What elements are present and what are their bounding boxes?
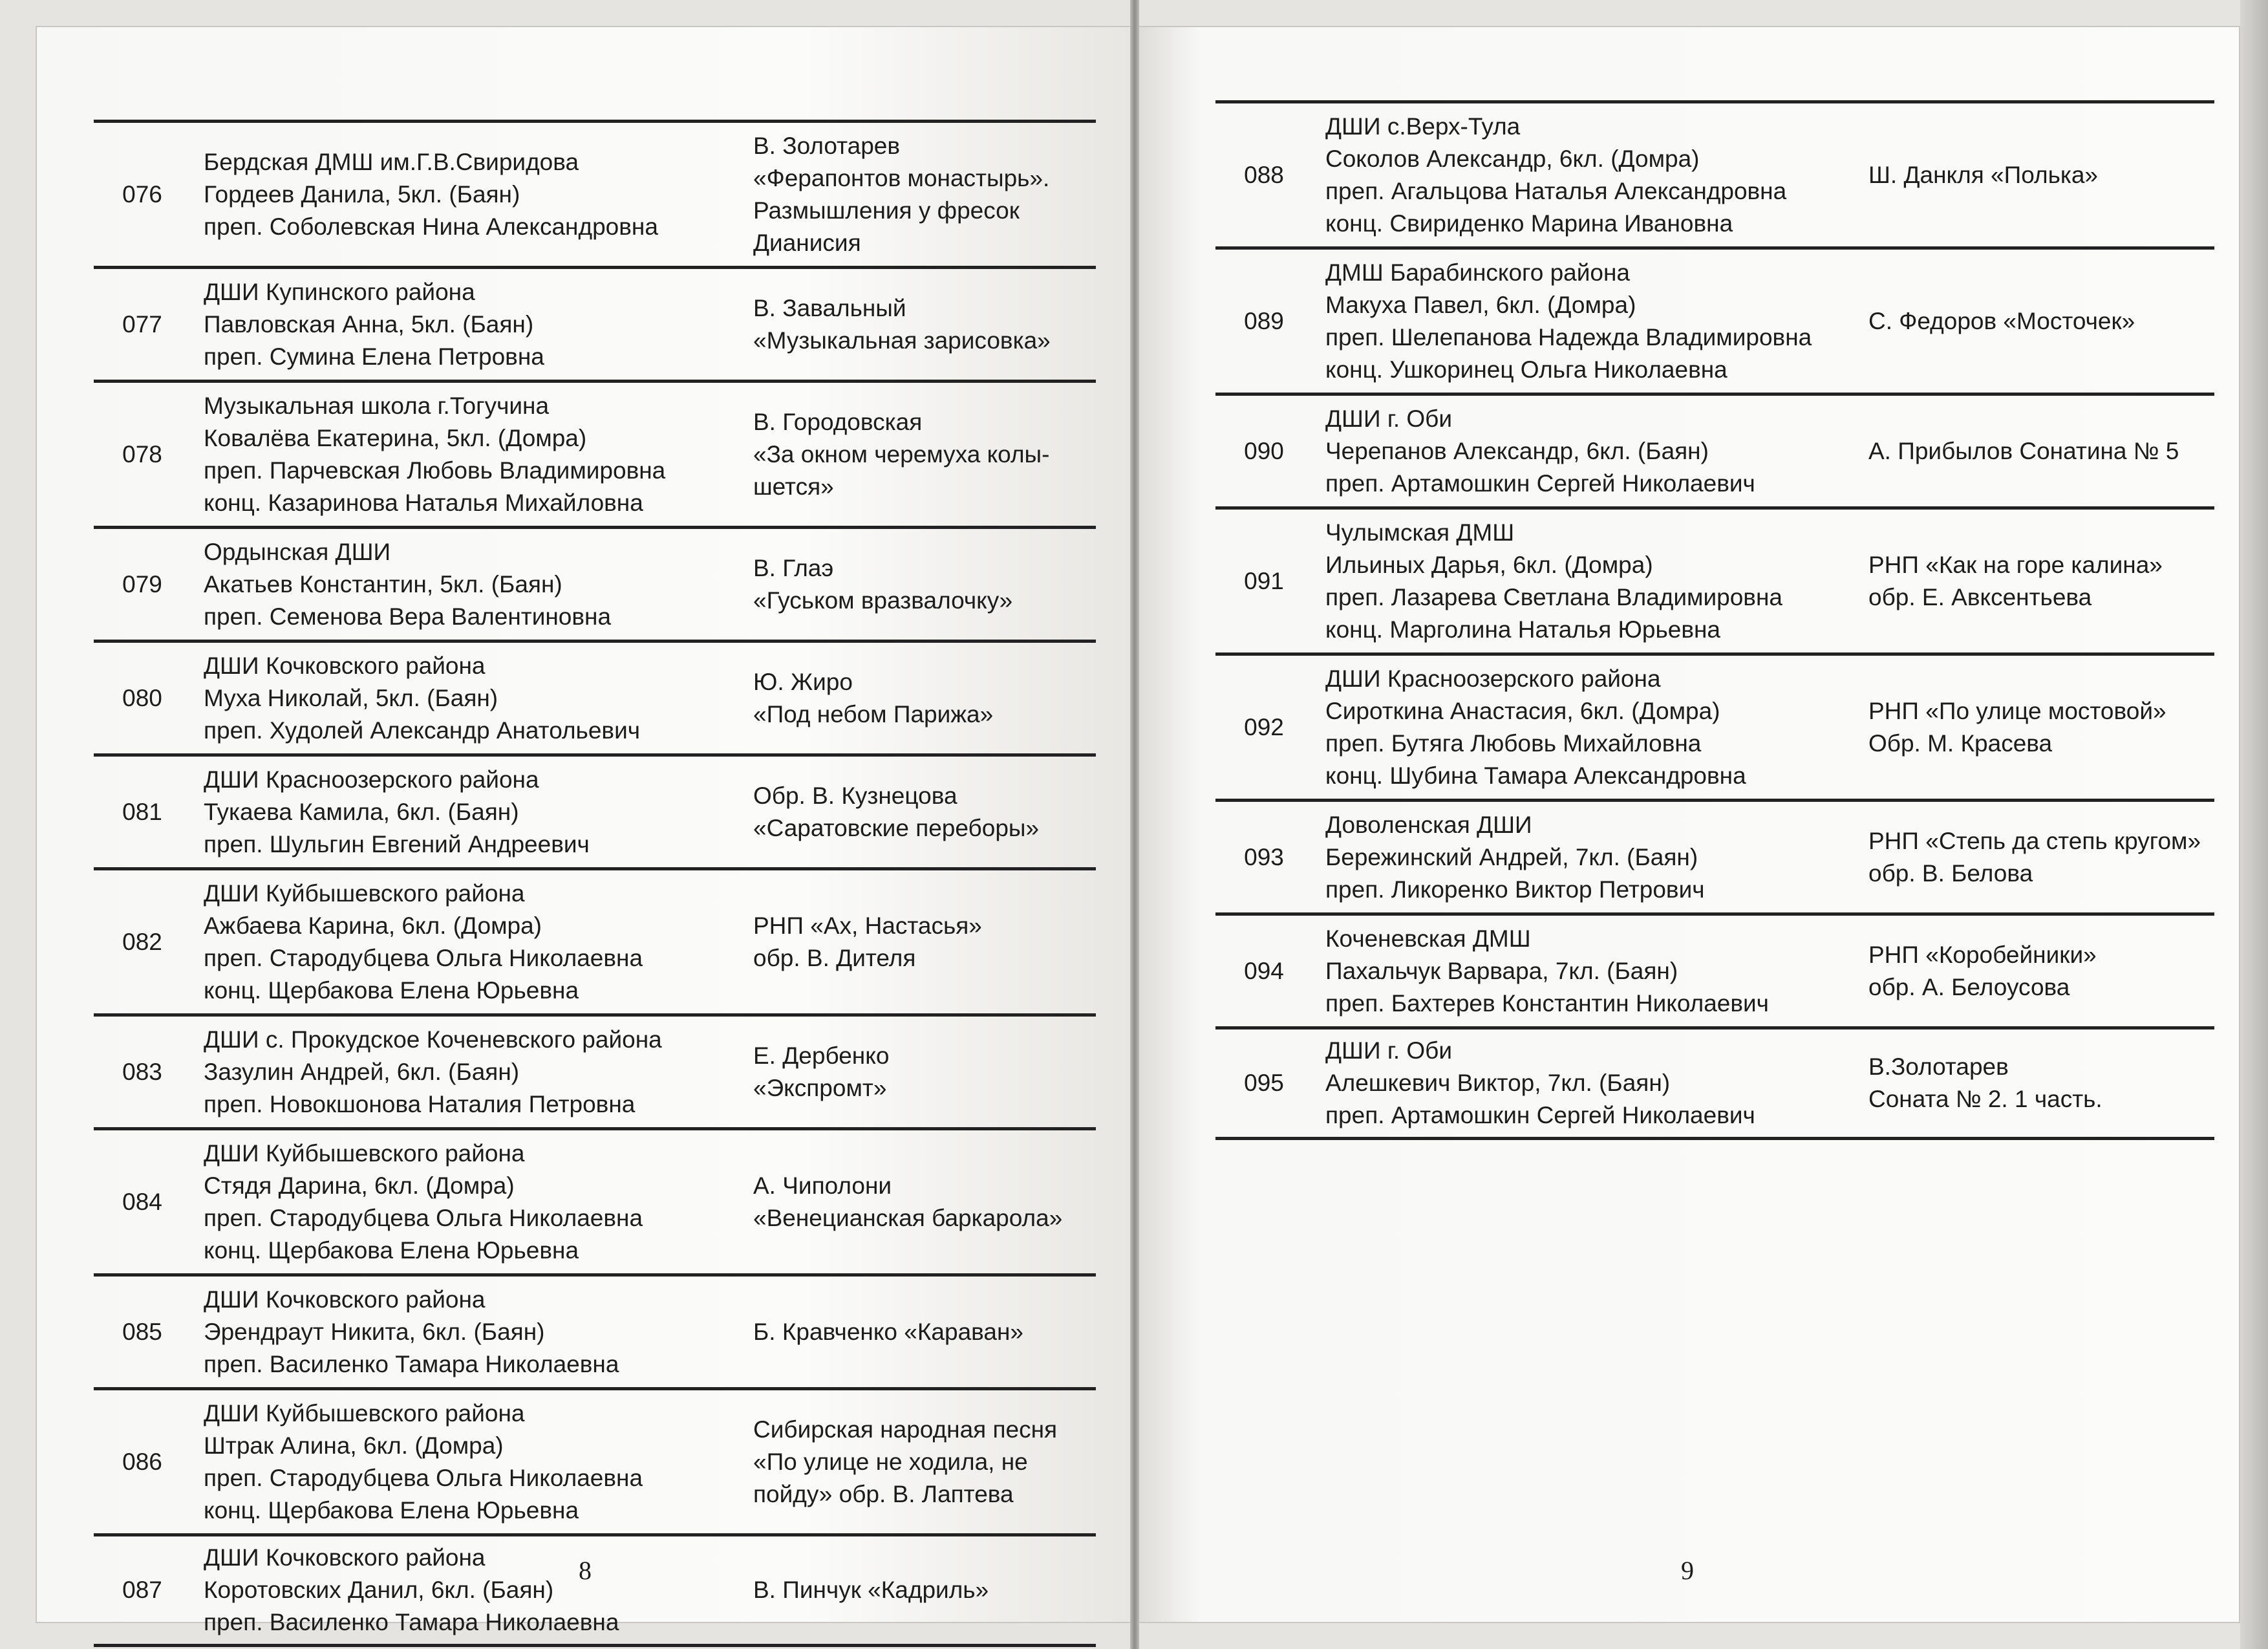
entry-number: 093 xyxy=(1244,843,1284,870)
piece-info xyxy=(727,292,1096,357)
table-row xyxy=(1215,912,2214,1026)
left-page xyxy=(36,26,1135,1635)
performer-line: преп. Худолей Александр Анатольевич xyxy=(204,717,641,744)
performer-line: Акатьев Константин, 5кл. (Баян) xyxy=(204,570,562,598)
entry-number: 083 xyxy=(122,1058,162,1085)
piece-line: Ю. Жиро xyxy=(753,668,853,695)
table-row xyxy=(1215,393,2214,506)
performer-line: конц. Щербакова Елена Юрьевна xyxy=(204,1496,579,1524)
performer-info xyxy=(1312,923,1843,1020)
book-gutter xyxy=(1130,0,1139,1649)
piece-line: Размышления у фресок xyxy=(753,197,1020,224)
entry-number: 079 xyxy=(122,570,162,598)
piece-line: Дианисия xyxy=(753,229,861,256)
piece-line: пойду» обр. В. Лаптева xyxy=(753,1480,1014,1507)
entry-number: 094 xyxy=(1244,957,1284,984)
performer-line: конц. Марголина Наталья Юрьевна xyxy=(1325,616,1721,643)
piece-line: обр. А. Белоусова xyxy=(1868,973,2070,1000)
entry-number: 086 xyxy=(122,1448,162,1475)
performer-info xyxy=(191,764,727,861)
performer-line: преп. Артамошкин Сергей Николаевич xyxy=(1325,1102,1755,1128)
performer-line: Тукаева Камила, 6кл. (Баян) xyxy=(204,798,519,825)
piece-line: Сибирская народная песня xyxy=(753,1416,1058,1443)
table-row xyxy=(94,1387,1096,1533)
performer-line: ДШИ с. Прокудское Коченевского района xyxy=(204,1026,662,1053)
entry-number: 078 xyxy=(122,440,162,468)
piece-line: «Саратовские переборы» xyxy=(753,814,1040,841)
piece-line: «Гуськом вразвалочку» xyxy=(753,587,1013,614)
table-row xyxy=(94,266,1096,380)
performer-line: преп. Сумина Елена Петровна xyxy=(204,343,544,370)
page-number: 8 xyxy=(579,1556,592,1585)
performer-line: преп. Соболевская Нина Александровна xyxy=(204,213,658,240)
table-row xyxy=(1215,100,2214,246)
piece-line: В. Золотарев xyxy=(753,132,901,159)
piece-line: Е. Дербенко xyxy=(753,1042,890,1069)
performer-info xyxy=(1312,1035,1843,1132)
piece-info xyxy=(727,1170,1096,1234)
program-table xyxy=(94,120,1096,1647)
piece-info xyxy=(727,910,1096,975)
performer-line: преп. Бахтерев Константин Николаевич xyxy=(1325,989,1769,1017)
piece-info xyxy=(1843,825,2214,890)
performer-info xyxy=(1312,809,1843,906)
piece-line: В. Завальный xyxy=(753,294,906,321)
table-row xyxy=(94,1127,1096,1273)
page-number: 9 xyxy=(1681,1556,1694,1585)
performer-line: Коротовских Данил, 6кл. (Баян) xyxy=(204,1577,554,1603)
entry-number: 080 xyxy=(122,684,162,711)
piece-line: РНП «По улице мостовой» xyxy=(1868,697,2166,724)
performer-info xyxy=(191,1137,727,1267)
performer-line: конц. Шубина Тамара Александровна xyxy=(1325,762,1746,789)
piece-info xyxy=(1843,695,2214,760)
performer-line: Зазулин Андрей, 6кл. (Баян) xyxy=(204,1058,520,1085)
performer-line: ДШИ г. Оби xyxy=(1325,1037,1453,1064)
piece-line: «По улице не ходила, не xyxy=(753,1448,1028,1475)
piece-line: Б. Кравченко «Караван» xyxy=(753,1318,1023,1345)
piece-line: В. Глаэ xyxy=(753,554,834,581)
performer-line: Коченевская ДМШ xyxy=(1325,925,1531,952)
performer-info xyxy=(191,1397,727,1527)
performer-line: Ковалёва Екатерина, 5кл. (Домра) xyxy=(204,424,587,451)
piece-info xyxy=(1843,549,2214,614)
piece-line: РНП «Как на горе калина» xyxy=(1868,551,2163,578)
entry-number: 090 xyxy=(1244,437,1284,464)
performer-info xyxy=(1312,403,1843,500)
piece-info xyxy=(727,406,1096,503)
performer-line: преп. Лазарева Светлана Владимировна xyxy=(1325,583,1782,610)
performer-info xyxy=(191,1284,727,1381)
entry-number: 089 xyxy=(1244,307,1284,334)
piece-line: РНП «Степь да степь кругом» xyxy=(1868,827,2201,854)
performer-line: преп. Шульгин Евгений Андреевич xyxy=(204,830,590,857)
piece-info xyxy=(727,666,1096,731)
table-row xyxy=(94,753,1096,867)
table-row xyxy=(94,867,1096,1013)
performer-line: Павловская Анна, 5кл. (Баян) xyxy=(204,310,534,338)
piece-info xyxy=(1843,435,2214,468)
performer-line: преп. Василенко Тамара Николаевна xyxy=(204,1350,619,1377)
piece-line: шется» xyxy=(753,473,834,500)
performer-line: Музыкальная школа г.Тогучина xyxy=(204,392,550,419)
performer-line: Штрак Алина, 6кл. (Домра) xyxy=(204,1432,504,1459)
piece-line: В.Золотарев xyxy=(1868,1053,2009,1080)
piece-line: «Под небом Парижа» xyxy=(753,700,994,727)
performer-line: Ильиных Дарья, 6кл. (Домра) xyxy=(1325,551,1653,578)
performer-line: преп. Стародубцева Ольга Николаевна xyxy=(204,1204,643,1231)
performer-line: Бережинский Андрей, 7кл. (Баян) xyxy=(1325,843,1698,870)
piece-info xyxy=(1843,305,2214,338)
entry-number: 082 xyxy=(122,928,162,955)
piece-line: РНП «Коробейники» xyxy=(1868,941,2097,968)
performer-line: ДШИ Куйбышевского района xyxy=(204,1139,525,1167)
performer-line: преп. Парчевская Любовь Владимировна xyxy=(204,457,666,484)
piece-line: Обр. М. Красева xyxy=(1868,729,2053,757)
performer-line: ДШИ Куйбышевского района xyxy=(204,879,525,907)
performer-line: ДШИ г. Оби xyxy=(1325,405,1453,432)
entry-number: 095 xyxy=(1244,1070,1284,1096)
table-row xyxy=(94,1013,1096,1127)
table-row xyxy=(94,640,1096,753)
performer-info xyxy=(191,1024,727,1121)
performer-line: Эрендраут Никита, 6кл. (Баян) xyxy=(204,1318,545,1345)
performer-info xyxy=(1312,663,1843,792)
performer-info xyxy=(191,650,727,747)
performer-info xyxy=(191,276,727,373)
entry-number: 077 xyxy=(122,310,162,338)
performer-line: ДШИ Куйбышевского района xyxy=(204,1399,525,1427)
performer-info xyxy=(191,390,727,519)
performer-line: преп. Артамошкин Сергей Николаевич xyxy=(1325,469,1755,497)
entry-number: 088 xyxy=(1244,161,1284,188)
performer-info xyxy=(191,878,727,1007)
performer-line: Макуха Павел, 6кл. (Домра) xyxy=(1325,291,1636,318)
performer-line: ДШИ Кочковского района xyxy=(204,1544,486,1571)
piece-line: С. Федоров «Мосточек» xyxy=(1868,307,2135,334)
program-table xyxy=(1215,100,2214,1140)
table-row xyxy=(94,526,1096,640)
performer-line: конц. Ушкоринец Ольга Николаевна xyxy=(1325,356,1728,383)
piece-info xyxy=(1843,1051,2214,1116)
table-row xyxy=(94,1273,1096,1387)
piece-line: обр. Е. Авксентьева xyxy=(1868,583,2092,610)
table-row xyxy=(1215,652,2214,799)
performer-info xyxy=(1312,517,1843,646)
performer-line: преп. Семенова Вера Валентиновна xyxy=(204,603,612,630)
piece-line: «За окном черемуха колы- xyxy=(753,440,1050,468)
performer-line: Муха Николай, 5кл. (Баян) xyxy=(204,684,498,711)
performer-line: Стядя Дарина, 6кл. (Домра) xyxy=(204,1172,515,1199)
piece-line: А. Чиполони xyxy=(753,1172,892,1199)
piece-info xyxy=(1843,939,2214,1004)
performer-info xyxy=(1312,257,1843,386)
performer-line: преп. Ликоренко Виктор Петрович xyxy=(1325,876,1705,903)
performer-line: конц. Свириденко Марина Ивановна xyxy=(1325,210,1733,237)
table-row xyxy=(94,380,1096,526)
table-row xyxy=(1215,506,2214,652)
performer-line: ДШИ Красноозерского района xyxy=(1325,665,1661,692)
page-edge xyxy=(2240,0,2268,1649)
performer-line: Соколов Александр, 6кл. (Домра) xyxy=(1325,145,1700,172)
performer-line: конц. Щербакова Елена Юрьевна xyxy=(204,1236,579,1264)
piece-line: «Ферапонтов монастырь». xyxy=(753,164,1050,191)
piece-info xyxy=(727,780,1096,845)
entry-number: 087 xyxy=(122,1577,162,1603)
entry-number: 092 xyxy=(1244,713,1284,740)
table-row xyxy=(1215,1026,2214,1140)
performer-info xyxy=(191,536,727,633)
piece-line: РНП «Ах, Настасья» xyxy=(753,912,982,939)
piece-line: В. Городовская xyxy=(753,408,923,435)
piece-line: Соната № 2. 1 часть. xyxy=(1868,1086,2102,1112)
entry-number: 085 xyxy=(122,1318,162,1345)
performer-line: ДМШ Барабинского района xyxy=(1325,259,1631,286)
performer-line: ДШИ Купинского района xyxy=(204,278,475,305)
piece-line: Ш. Данкля «Полька» xyxy=(1868,161,2099,188)
performer-line: Бердская ДМШ им.Г.В.Свиридова xyxy=(204,148,579,175)
entry-number: 081 xyxy=(122,798,162,825)
table-row xyxy=(1215,246,2214,393)
piece-line: обр. В. Белова xyxy=(1868,859,2033,887)
performer-line: Алешкевич Виктор, 7кл. (Баян) xyxy=(1325,1070,1671,1096)
performer-line: Пахальчук Варвара, 7кл. (Баян) xyxy=(1325,957,1678,984)
performer-line: Ажбаева Карина, 6кл. (Домра) xyxy=(204,912,542,939)
performer-line: ДШИ с.Верх-Тула xyxy=(1325,113,1521,140)
performer-line: преп. Бутяга Любовь Михайловна xyxy=(1325,729,1702,757)
performer-line: ДШИ Кочковского района xyxy=(204,652,486,679)
piece-info xyxy=(727,1414,1096,1511)
entry-number: 084 xyxy=(122,1188,162,1215)
piece-line: А. Прибылов Сонатина № 5 xyxy=(1868,437,2179,464)
performer-line: преп. Василенко Тамара Николаевна xyxy=(204,1609,619,1635)
performer-line: Ордынская ДШИ xyxy=(204,538,391,565)
piece-info xyxy=(1843,159,2214,191)
performer-line: Черепанов Александр, 6кл. (Баян) xyxy=(1325,437,1709,464)
piece-info xyxy=(727,552,1096,617)
piece-line: «Музыкальная зарисовка» xyxy=(753,327,1051,354)
entry-number: 091 xyxy=(1244,567,1284,594)
piece-info xyxy=(727,1316,1096,1348)
performer-line: преп. Шелепанова Надежда Владимировна xyxy=(1325,323,1812,350)
piece-line: обр. В. Дителя xyxy=(753,944,916,971)
performer-line: конц. Казаринова Наталья Михайловна xyxy=(204,489,643,516)
performer-line: Доволенская ДШИ xyxy=(1325,811,1532,838)
piece-line: «Венецианская баркарола» xyxy=(753,1204,1063,1231)
performer-line: Гордеев Данила, 5кл. (Баян) xyxy=(204,180,520,208)
piece-line: В. Пинчук «Кадриль» xyxy=(753,1577,989,1603)
performer-line: преп. Агальцова Наталья Александровна xyxy=(1325,177,1787,204)
piece-info xyxy=(727,130,1096,259)
performer-line: преп. Стародубцева Ольга Николаевна xyxy=(204,944,643,971)
right-page xyxy=(1135,26,2240,1623)
performer-info xyxy=(191,146,727,243)
performer-line: Чулымская ДМШ xyxy=(1325,519,1515,546)
performer-line: Сироткина Анастасия, 6кл. (Домра) xyxy=(1325,697,1720,724)
piece-line: «Экспромт» xyxy=(753,1074,887,1101)
piece-info xyxy=(727,1040,1096,1105)
performer-line: преп. Новокшонова Наталия Петровна xyxy=(204,1090,636,1117)
performer-line: конц. Щербакова Елена Юрьевна xyxy=(204,976,579,1004)
performer-line: ДШИ Кочковского района xyxy=(204,1286,486,1313)
entry-number: 076 xyxy=(122,180,162,208)
table-row xyxy=(94,120,1096,266)
table-row xyxy=(1215,799,2214,912)
table-row xyxy=(94,1533,1096,1647)
performer-info xyxy=(1312,111,1843,240)
piece-line: Обр. В. Кузнецова xyxy=(753,782,957,809)
performer-line: ДШИ Красноозерского района xyxy=(204,766,539,793)
performer-line: преп. Стародубцева Ольга Николаевна xyxy=(204,1464,643,1491)
